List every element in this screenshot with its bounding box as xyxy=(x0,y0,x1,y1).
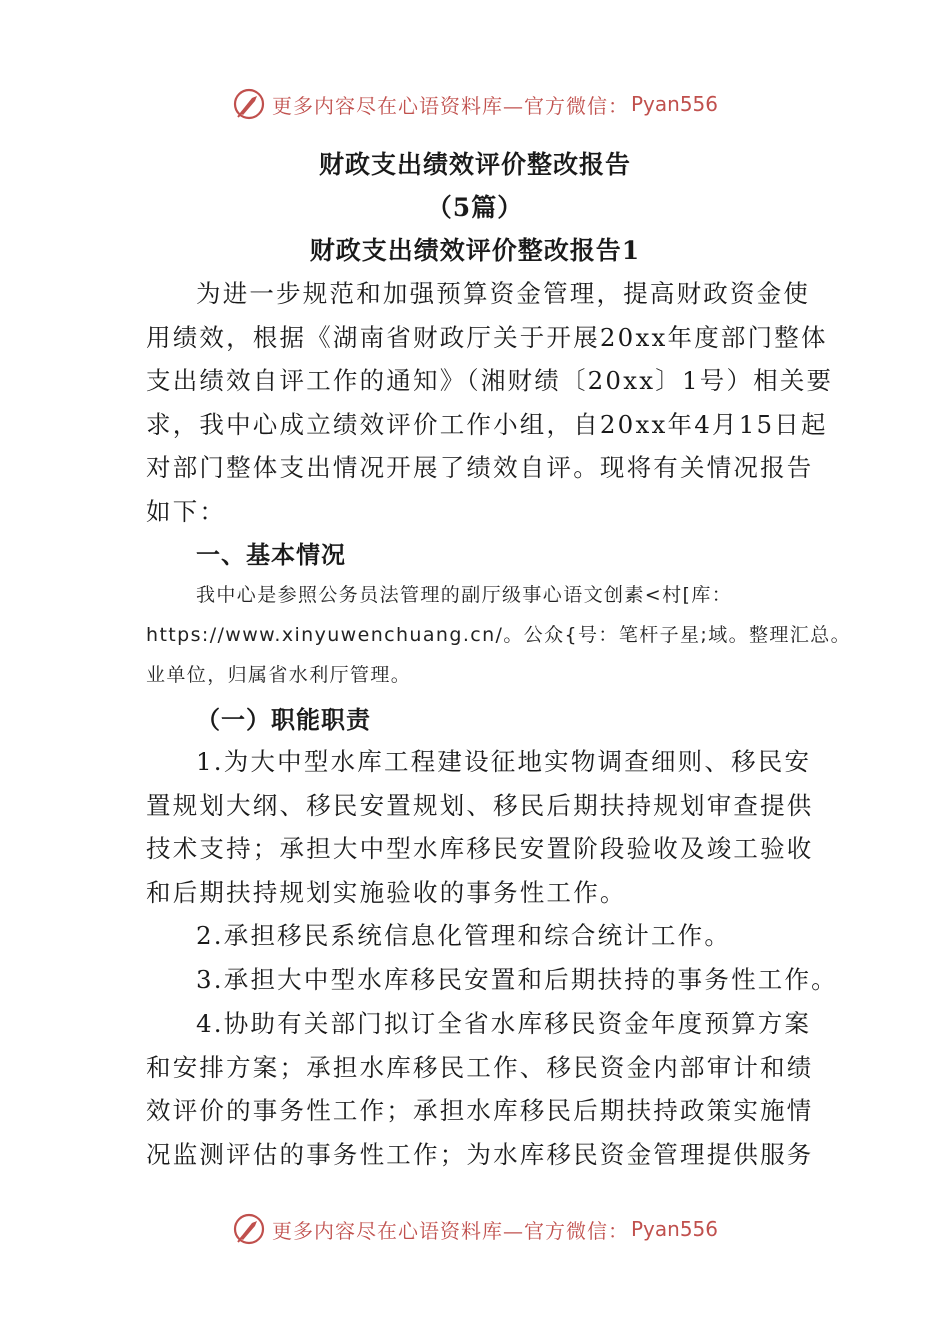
footer-banner xyxy=(0,1207,950,1251)
paragraph-line: 1.为大中型水库工程建设征地实物调查细则、移民安 xyxy=(196,747,812,776)
section-heading-duties: （一）职能职责 xyxy=(196,705,371,734)
paragraph-line: 对部门整体支出情况开展了绩效自评。现将有关情况报告 xyxy=(146,453,814,482)
paragraph-line: 况监测评估的事务性工作；为水库移民资金管理提供服务 xyxy=(146,1139,814,1169)
paragraph-line: 2.承担移民系统信息化管理和综合统计工作。 xyxy=(196,921,732,950)
duty-item-3 xyxy=(146,958,838,1002)
paragraph-line: 和安排方案；承担水库移民工作、移民资金内部审计和绩 xyxy=(146,1052,814,1082)
paragraph-line: https://www.xinyuwenchuang.cn/。公众{号：笔杆子星;域。整理汇总。 xyxy=(146,624,852,646)
document-count: （5篇） xyxy=(426,193,524,222)
paragraph-line: 效评价的事务性工作；承担水库移民后期扶持政策实施情 xyxy=(146,1096,814,1125)
document-title: 财政支出绩效评价整改报告 xyxy=(318,150,631,179)
paragraph-line: 业单位，归属省水利厅管理。 xyxy=(146,664,412,686)
intro-paragraph xyxy=(146,272,834,533)
banner-text: 更多内容尽在心语资料库—官方微信： xyxy=(271,93,629,118)
header-banner xyxy=(0,82,950,126)
banner-text: 更多内容尽在心语资料库—官方微信： xyxy=(271,1218,629,1243)
paragraph-line: 3.承担大中型水库移民安置和后期扶持的事务性工作。 xyxy=(196,965,838,994)
section-title: 财政支出绩效评价整改报告1 xyxy=(309,236,641,265)
basic-info-paragraph xyxy=(146,575,852,695)
paragraph-line: 我中心是参照公务员法管理的副厅级事心语文创素<村[库： xyxy=(196,584,733,606)
paragraph-line: 置规划大纲、移民安置规划、移民后期扶持规划审查提供 xyxy=(146,790,814,820)
duty-item-1 xyxy=(146,740,814,914)
paragraph-line: 技术支持；承担大中型水库移民安置阶段验收及竣工验收 xyxy=(146,834,814,863)
paragraph-line: 求，我中心成立绩效评价工作小组，自20xx年4月15日起 xyxy=(146,409,828,439)
paragraph-line: 为进一步规范和加强预算资金管理，提高财政资金使 xyxy=(196,279,811,308)
pen-nib-logo-icon xyxy=(232,87,266,121)
duty-item-4 xyxy=(146,1002,814,1176)
banner-wechat-id: Pyan556 xyxy=(630,1217,718,1241)
paragraph-line: 用绩效，根据《湖南省财政厅关于开展20xx年度部门整体 xyxy=(146,322,828,352)
banner-wechat-id: Pyan556 xyxy=(630,92,718,116)
section-heading-basic: 一、基本情况 xyxy=(196,540,346,569)
paragraph-line: 支出绩效自评工作的通知》（湘财绩〔20xx〕1号）相关要 xyxy=(146,366,834,395)
paragraph-line: 如下： xyxy=(146,496,227,526)
pen-nib-logo-icon xyxy=(232,1212,266,1246)
paragraph-line: 和后期扶持规划实施验收的事务性工作。 xyxy=(146,877,627,907)
duty-item-2 xyxy=(146,914,806,958)
paragraph-line: 4.协助有关部门拟订全省水库移民资金年度预算方案 xyxy=(196,1009,812,1038)
